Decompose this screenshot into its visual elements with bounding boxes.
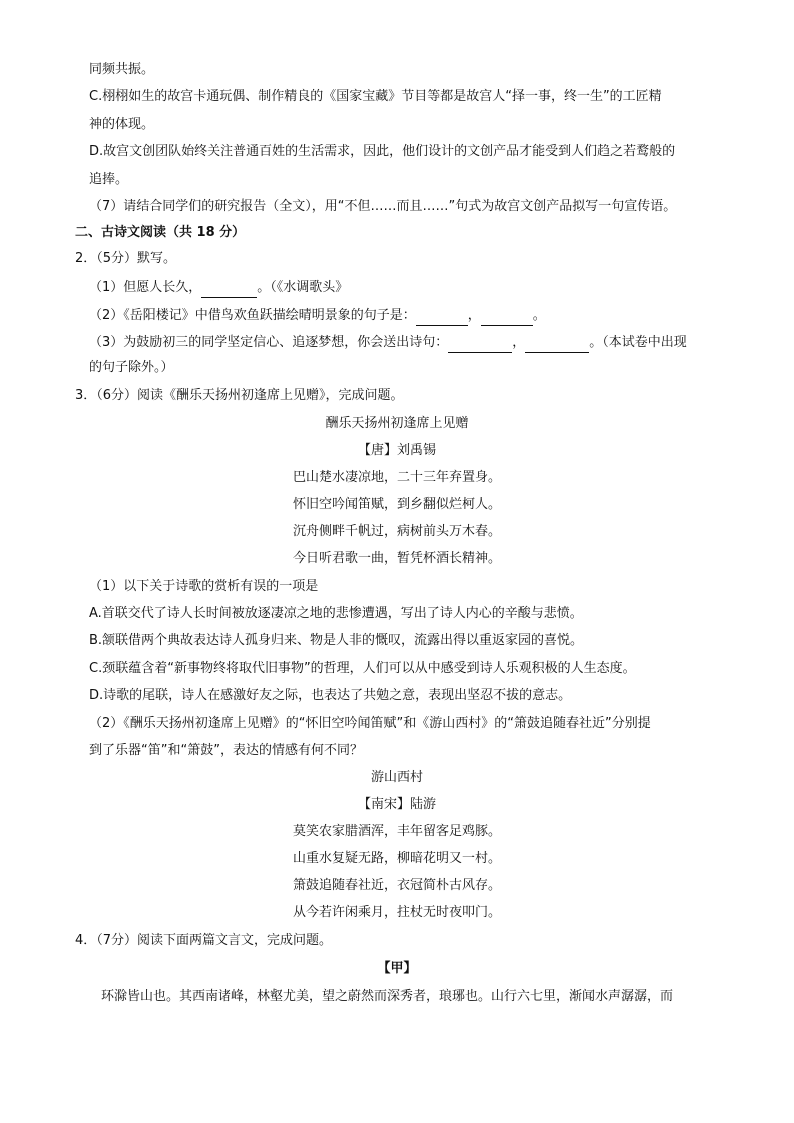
question-text: 。（本试卷中出现: [589, 335, 687, 350]
answer-blank[interactable]: [416, 307, 468, 326]
text-line: 追捧。: [89, 172, 129, 187]
option-c-text: C.颈联蕴含着“新事物终将取代旧事物”的哲理，人们可以从中感受到诗人乐观积极的人生态度。: [89, 661, 636, 676]
text-line: 的句子除外。）: [89, 360, 174, 375]
poem-title: 酬乐天扬州初逢席上见赠: [325, 416, 469, 431]
question-4-heading: 4．（7分）阅读下面两篇文言文，完成问题。: [75, 933, 333, 948]
question-text: ，: [467, 308, 481, 323]
section-heading: 二、古诗文阅读（共 18 分）: [75, 225, 246, 240]
text-line: 同频共振。: [89, 62, 155, 77]
question-2-3: [89, 334, 687, 353]
question-text: 。: [532, 308, 546, 323]
poem-line: 从今若许闲乘月，拄杖无时夜叩门。: [292, 905, 501, 920]
question-3-heading: 3．（6分）阅读《酬乐天扬州初逢席上见赠》，完成问题。: [75, 388, 404, 403]
option-d-text: D.诗歌的尾联，诗人在感激好友之际，也表达了共勉之意，表现出坚忍不拔的意志。: [89, 688, 572, 703]
answer-blank[interactable]: [448, 334, 512, 353]
poem-line: 怀旧空吟闻笛赋，到乡翻似烂柯人。: [292, 497, 501, 512]
option-a-text: A.首联交代了诗人长时间被放逐凄凉之地的悲惨遭遇，写出了诗人内心的辛酸与悲愤。: [89, 606, 583, 621]
question-text: （3）为鼓励初三的同学坚定信心、追逐梦想，你会送出诗句：: [89, 335, 449, 350]
poem-line: 今日听君歌一曲，暂凭杯酒长精神。: [292, 551, 501, 566]
poem-line: 箫鼓追随春社近，衣冠简朴古风存。: [292, 878, 501, 893]
question-2-heading: 2．（5分）默写。: [75, 251, 177, 266]
poem-line: 沉舟侧畔千帆过，病树前头万木春。: [292, 524, 501, 539]
question-1-7: （7）请结合同学们的研究报告（全文），用“不但……而且……”句式为故宫文创产品拟写一句宣传语。: [89, 199, 677, 214]
poem-author: 【南宋】陆游: [357, 797, 436, 812]
question-text: （1）但愿人长久，: [89, 280, 202, 295]
poem-line: 山重水复疑无路，柳暗花明又一村。: [292, 851, 501, 866]
text-line: 神的体现。: [89, 117, 155, 132]
passage-text: 环滁皆山也。其西南诸峰，林壑尤美，望之蔚然而深秀者，琅琊也。山行六七里，渐闻水声潺潺，而: [101, 989, 674, 1004]
answer-blank[interactable]: [481, 307, 533, 326]
poem-line: 莫笑农家腊酒浑，丰年留客足鸡豚。: [292, 824, 501, 839]
question-text: （2）《岳阳楼记》中借鸟欢鱼跃描绘晴明景象的句子是：: [89, 308, 416, 323]
question-3-1: （1）以下关于诗歌的赏析有误的一项是: [89, 579, 319, 594]
poem-title: 游山西村: [370, 770, 423, 785]
question-text: ，: [512, 335, 526, 350]
answer-blank[interactable]: [201, 279, 257, 298]
text-line: 到了乐器“笛”和“箫鼓”，表达的情感有何不同？: [89, 743, 363, 758]
question-text: 。（《水调歌头》: [257, 280, 349, 295]
passage-label: 【甲】: [377, 961, 417, 976]
answer-blank[interactable]: [525, 334, 589, 353]
poem-line: 巴山楚水凄凉地，二十三年弃置身。: [292, 470, 501, 485]
question-2-2: [89, 307, 546, 326]
question-3-2: （2）《酬乐天扬州初逢席上见赠》的“怀旧空吟闻笛赋”和《游山西村》的“箫鼓追随春社近”分别提: [89, 716, 651, 731]
option-d-text: D.故宫文创团队始终关注普通百姓的生活需求，因此，他们设计的文创产品才能受到人们趋之若鹜般的: [89, 144, 676, 159]
option-b-text: B.颔联借两个典故表达诗人孤身归来、物是人非的慨叹，流露出得以重返家园的喜悦。: [89, 633, 584, 648]
question-2-1: [89, 279, 348, 298]
poem-author: 【唐】刘禹锡: [357, 443, 436, 458]
option-c-text: C.栩栩如生的故宫卡通玩偶、制作精良的《国家宝藏》节目等都是故宫人“择一事，终一生”的工匠精: [89, 89, 662, 104]
